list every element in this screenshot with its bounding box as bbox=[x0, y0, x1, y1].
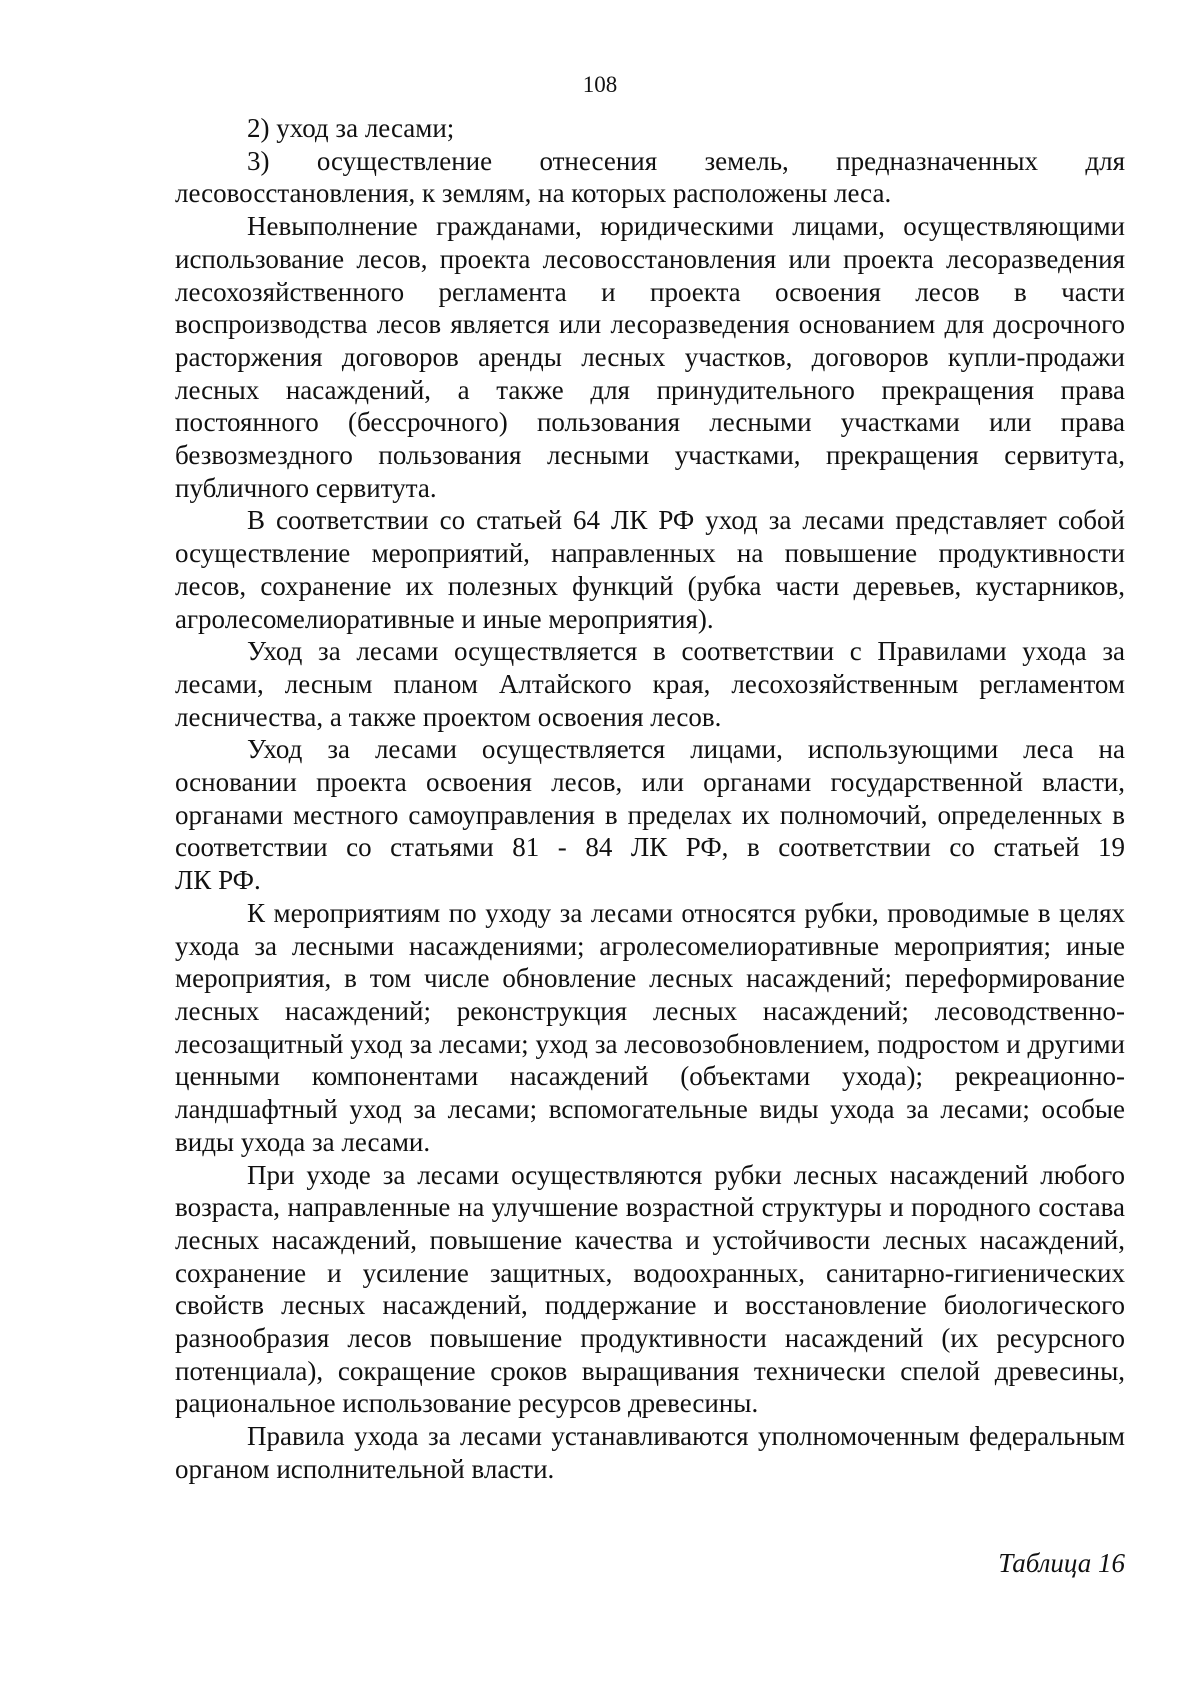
table-caption: Таблица 16 bbox=[998, 1548, 1125, 1578]
paragraph-care-performers: Уход за лесами осуществляется лицами, использующими леса на основании проекта освоения лесов, или органами государственной власти, органами местного самоуправления в пределах их полномочий, определенных в соответствии со статьями 81 - 84 ЛК РФ, в соответствии со статьей 19 bbox=[175, 734, 1125, 863]
list-item-land-transfer: 3) осуществление отнесения земель, предназначенных для лесовосстановления, к землям, на которых расположены леса. bbox=[175, 145, 1125, 209]
paragraph-noncompliance: Невыполнение гражданами, юридическими лицами, осуществляющими использование лесов, проекта лесовосстановления или проекта лесоразведения лесохозяйственного регламента и проекта освоения лесов в части воспроизводства лесов является или лесоразведения основанием для досрочного расторжения договоров аренды лесных участков, договоров купли-продажи лесных насаждений, а также для принудительного прекращения права постоянного (бессрочного) пользования лесными участками или права безвозмездного пользования лесными участками, прекращения сервитута, публичного сервитута. bbox=[175, 211, 1125, 503]
document-body bbox=[175, 112, 1125, 1486]
paragraph-care-measures: К мероприятиям по уходу за лесами относятся рубки, проводимые в целях ухода за лесными насаждениями; агролесомелиоративные мероприятия; иные мероприятия, в том числе обновление лесных насаждений; переформирование лесных насаждений; реконструкция лесных насаждений; лесоводственно-лесозащитный уход за лесами; уход за лесовозобновлением, подростом и другими ценными компонентами насаждений (объектами ухода); рекреационно-ландшафтный уход за лесами; вспомогательные виды ухода за лесами; особые виды ухода за лесами. bbox=[175, 897, 1125, 1157]
paragraph-felling: При уходе за лесами осуществляются рубки лесных насаждений любого возраста, направленные на улучшение возрастной структуры и породного состава лесных насаждений, повышение качества и устойчивости лесных насаждений, сохранение и усиление защитных, водоохранных, санитарно-гигиенических свойств лесных насаждений, поддержание и восстановление биологического разнообразия лесов повышение продуктивности насаждений (их ресурсного потенциала), сокращение сроков выращивания технически спелой древесины, рациональное использование ресурсов древесины. bbox=[175, 1159, 1125, 1419]
paragraph-care-rules: Уход за лесами осуществляется в соответствии с Правилами ухода за лесами, лесным планом Алтайского края, лесохозяйственным регламентом лесничества, а также проектом освоения лесов. bbox=[175, 636, 1125, 732]
paragraph-article-64: В соответствии со статьей 64 ЛК РФ уход за лесами представляет собой осуществление мероприятий, направленных на повышение продуктивности лесов, сохранение их полезных функций (рубка части деревьев, кустарников, агролесомелиоративные и иные мероприятия). bbox=[175, 505, 1125, 634]
paragraph-continuation: ЛК РФ. bbox=[175, 865, 261, 896]
paragraph-care-rules-authority: Правила ухода за лесами устанавливаются уполномоченным федеральным органом исполнительной власти. bbox=[175, 1421, 1125, 1484]
page-number: 108 bbox=[582, 72, 618, 97]
list-item-care: 2) уход за лесами; bbox=[247, 113, 455, 143]
